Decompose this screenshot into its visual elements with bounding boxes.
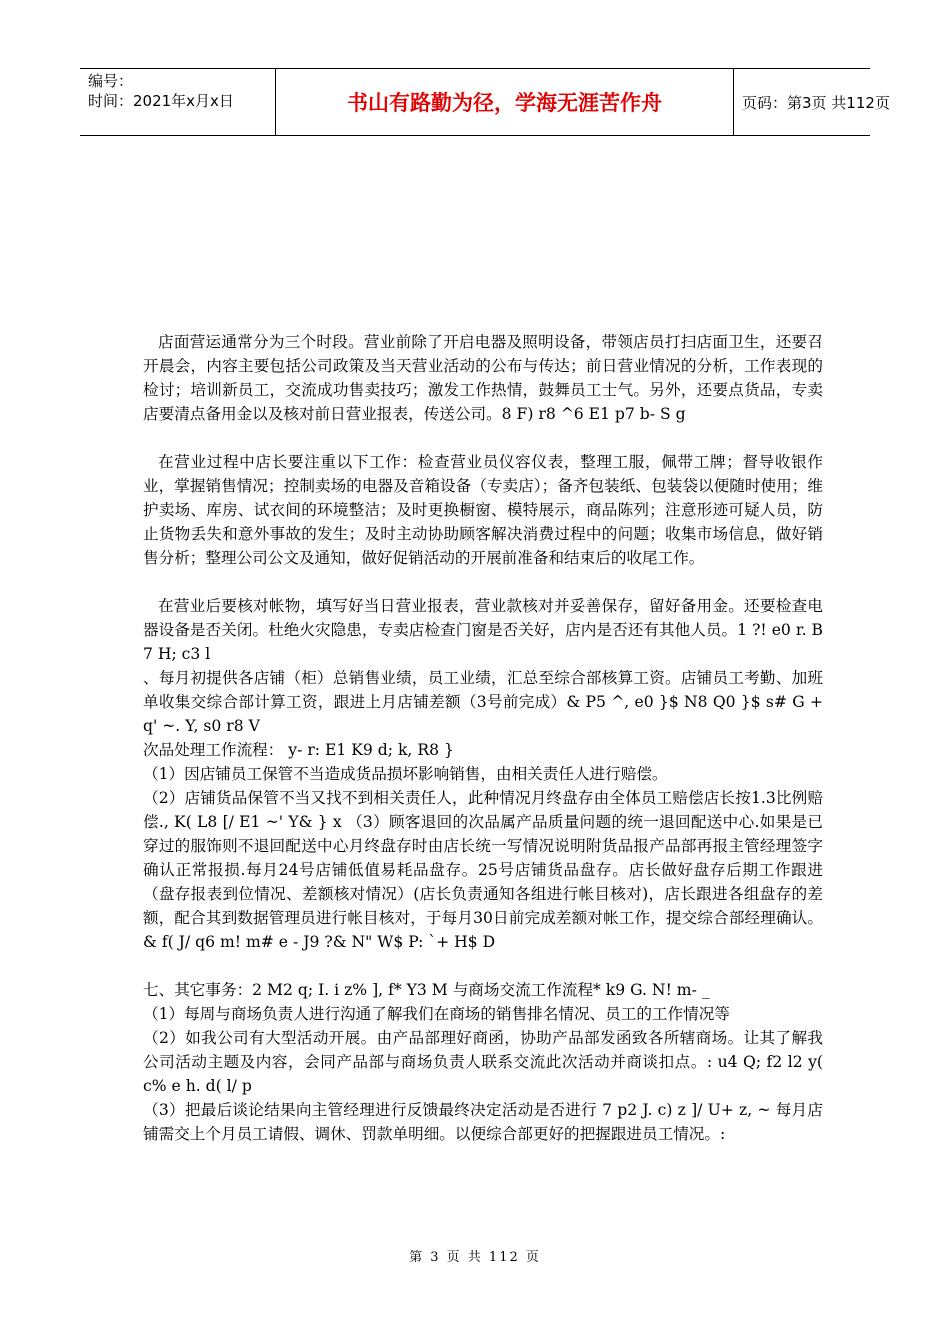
paragraph-opening-period: 店面营运通常分为三个时段。营业前除了开启电器及照明设备，带领店员打扫店面卫生，还要召开晨会，内容主要包括公司政策及当天营业活动的公布与传达；前日营业情况的分析，工作表现的检讨；培训新员工，交流成功售卖技巧；激发工作热情，鼓舞员工士气。另外，还要点货品，专卖店要清点备用金以及核对前日营业报表，传送公司。8 F) r8 ^6 E1 p7 b- S g [143, 333, 823, 423]
paragraph-business-hours: 在营业过程中店长要注重以下工作：检查营业员仪容仪表，整理工服，佩带工牌；督导收银作业，掌握销售情况；控制卖场的电器及音箱设备（专卖店）；备齐包装纸、包装袋以便随时使用；维护卖场、库房、试衣间的环境整洁；及时更换橱窗、模特展示，商品陈列；注意形迹可疑人员，防止货物丢失和意外事故的发生；及时主动协助顾客解决消费过程中的问题；收集市场信息，做好销售分析；整理公司公文及通知，做好促销活动的开展前准备和结束后的收尾工作。 [143, 453, 823, 567]
document-time-label: 时间：2021年x月x日 [88, 92, 234, 110]
paragraph-defect-item-2: （2）店铺货品保管不当又找不到相关责任人，此种情况月终盘存由全体员工赔偿店长按1.3比例赔偿., K( L8 [/ E1 ~' Y& } x （3）顾客退回的次品属产品质量问题的统一退回配送中心.如果是已穿过的服饰则不退回配送中心月终盘存时由店长统一写情况说明附货品报产品部再报主管经理签字确认正常报损.每月24号店铺低值易耗品盘存。25号店铺货品盘存。店长做好盘存后期工作跟进（盘存报表到位情况、差额核对情况）(店长负责通知各组进行帐目核对)，店长跟进各组盘存的差额，配合其到数据管理员进行帐目核对，于每月30日前完成差额对帐工作，提交综合部经理确认。& f( J/ q6 m! m# e - J9 ?& N" W$ P: `+ H$ D [143, 789, 823, 951]
document-body [143, 330, 823, 1146]
paragraph-other-affairs-heading: 七、其它事务：2 M2 q; I. i z% ], f* Y3 M 与商场交流工作流程* k9 G. N! m- _ [143, 981, 710, 999]
page-header [80, 68, 890, 136]
header-info-cell [80, 69, 276, 135]
paragraph-defect-process-heading: 次品处理工作流程： y- r: E1 K9 d; k, R8 } [143, 741, 454, 759]
header-motto: 书山有路勤为径，学海无涯苦作舟 [276, 69, 734, 135]
paragraph-mall-item-3: （3）把最后谈论结果向主管经理进行反馈最终决定活动是否进行 7 p2 J. c) z ]/ U+ z, ~ 每月店铺需交上个月员工请假、调休、罚款单明细。以便综合部更好的把握跟进员工情况。: [143, 1101, 823, 1143]
paragraph-mall-item-2: （2）如我公司有大型活动开展。由产品部理好商函，协助产品部发函致各所辖商场。让其了解我公司活动主题及内容，会同产品部与商场负责人联系交流此次活动并商谈扣点。: u4 Q; f2 l2 y( c% e h. d( l/ p [143, 1029, 823, 1095]
paragraph-monthly-payroll: 、每月初提供各店铺（柜）总销售业绩，员工业绩，汇总至综合部核算工资。店铺员工考勤、加班单收集交综合部计算工资，跟进上月店铺差额（3号前完成）& P5 ^, e0 }$ N8 Q0 }$ s# G + q' ~. Y, s0 r8 V [143, 669, 823, 735]
paragraph-defect-item-1: （1）因店铺员工保管不当造成货品损坏影响销售，由相关责任人进行赔偿。 [143, 765, 668, 783]
document-number-label: 编号： [88, 72, 134, 90]
paragraph-after-hours: 在营业后要核对帐物，填写好当日营业报表，营业款核对并妥善保存，留好备用金。还要检查电器设备是否关闭。杜绝火灾隐患，专卖店检查门窗是否关好，店内是否还有其他人员。1 ?! e0 r. B7 H; c3 l [143, 597, 823, 663]
page-footer: 第 3 页 共 112 页 [409, 1250, 541, 1265]
paragraph-mall-item-1: （1）每周与商场负责人进行沟通了解我们在商场的销售排名情况、员工的工作情况等 [143, 1005, 730, 1023]
header-page-number: 页码：第3页 共112页 [742, 93, 890, 112]
